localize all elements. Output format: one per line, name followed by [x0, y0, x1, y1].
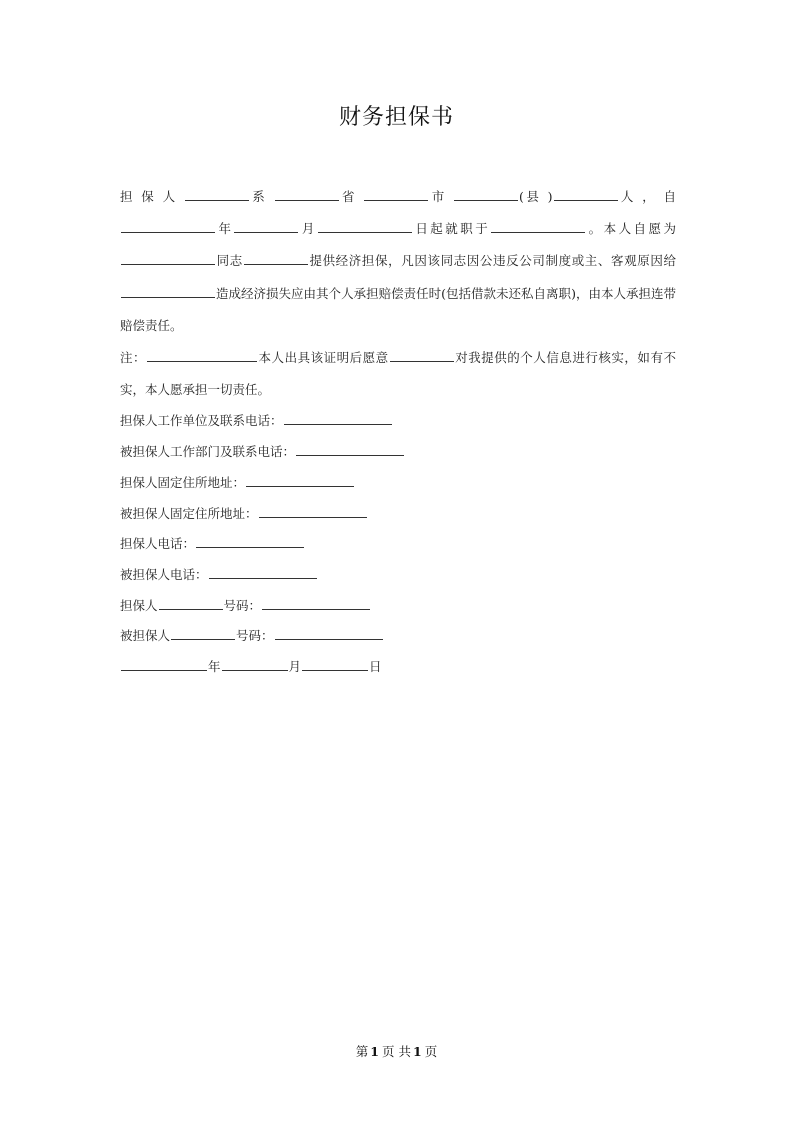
text-note-verify: 对我提供的个人信息进行核实，如有不实，本人愿承担一切责任。 [120, 350, 676, 398]
text-note-willing: 本人出具该证明后愿意 [258, 350, 389, 366]
date-line [120, 652, 676, 683]
footer-middle: 页 共 [382, 1044, 411, 1059]
blank-start-year[interactable] [121, 222, 215, 233]
field-guaranteed-address [120, 499, 676, 530]
blank-date-month[interactable] [222, 660, 288, 671]
label-guaranteed-address: 被担保人固定住所地址： [120, 505, 258, 521]
text-willing: 。本人自愿为 [586, 221, 676, 237]
blank-guarantor-phone[interactable] [196, 537, 304, 548]
blank-guarantor-address[interactable] [246, 476, 354, 487]
blank-province[interactable] [275, 190, 339, 201]
blank-guaranteed-dept[interactable] [296, 445, 404, 456]
label-guarantor-address: 担保人固定住所地址： [120, 474, 246, 490]
text-note-label: 注： [120, 350, 147, 366]
field-guaranteed-dept [120, 437, 676, 468]
field-guarantor-address [120, 468, 676, 499]
document-body [120, 181, 676, 683]
label-guarantor-unit: 担保人工作单位及联系电话： [120, 413, 283, 429]
field-guarantor-id [120, 591, 676, 622]
text-date-year: 年 [208, 659, 221, 675]
blank-start-month[interactable] [234, 222, 298, 233]
text-county: (县 ) [519, 189, 553, 204]
text-city: 市 [429, 189, 447, 204]
blank-guarantor-id-type[interactable] [159, 599, 223, 610]
text-guarantor: 担 保 人 [120, 189, 178, 204]
total-pages: 1 [412, 1044, 422, 1059]
blank-guarantor-unit[interactable] [284, 414, 392, 425]
field-guarantor-phone [120, 529, 676, 560]
blank-guarantor-id-number[interactable] [262, 599, 370, 610]
blank-guarantee-scope[interactable] [244, 254, 308, 265]
page-number: 1 [370, 1044, 379, 1059]
blank-employer[interactable] [491, 222, 585, 233]
blank-guaranteed-id-type[interactable] [171, 629, 235, 640]
document-title: 财务担保书 [338, 105, 454, 130]
blank-loss-party[interactable] [121, 287, 215, 298]
label-guaranteed-dept: 被担保人工作部门及联系电话： [120, 444, 296, 460]
blank-guaranteed-phone[interactable] [209, 568, 317, 579]
footer-suffix: 页 [424, 1044, 438, 1059]
text-province: 省 [339, 189, 357, 204]
field-guaranteed-id [120, 621, 676, 652]
blank-guarantor-name[interactable] [185, 190, 249, 201]
blank-guaranteed-id-number[interactable] [275, 629, 383, 640]
blank-date-year[interactable] [121, 660, 207, 671]
text-year: 年 [216, 221, 234, 237]
blank-note-person[interactable] [147, 351, 257, 362]
guarantee-statement [120, 181, 676, 342]
label-guaranteed-phone: 被担保人电话： [120, 566, 208, 582]
text-day-employed: 日起就职于 [412, 221, 491, 237]
label-guarantor-phone: 担保人电话： [120, 536, 196, 552]
blank-hometown[interactable] [554, 190, 618, 201]
text-ren-zi: 人 ， 自 [618, 189, 676, 204]
blank-start-day[interactable] [318, 222, 412, 233]
text-date-day: 日 [369, 659, 382, 675]
text-xi: 系 [249, 189, 268, 204]
field-guaranteed-phone [120, 560, 676, 591]
text-comrade: 同志 [216, 253, 243, 269]
label-guaranteed-id-a: 被担保人 [120, 628, 171, 644]
blank-guaranteed-name[interactable] [121, 254, 215, 265]
field-guarantor-unit [120, 406, 676, 437]
text-month: 月 [299, 221, 317, 237]
blank-note-verifier[interactable] [390, 351, 454, 362]
label-guaranteed-id-b: 号码： [236, 628, 274, 644]
label-guarantor-id-b: 号码： [223, 597, 262, 613]
verification-note [120, 342, 676, 406]
blank-guaranteed-address[interactable] [259, 507, 367, 518]
blank-city[interactable] [364, 190, 428, 201]
blank-county[interactable] [454, 190, 518, 201]
page-footer [0, 1042, 793, 1060]
label-guarantor-id-a: 担保人 [120, 597, 158, 613]
text-provide-guarantee: 提供经济担保，凡因该同志因公违反公司制度或主、客观原因给 [308, 253, 676, 269]
blank-date-day[interactable] [302, 660, 368, 671]
text-liability: 造成经济损失应由其个人承担赔偿责任时(包括借款未还私自离职)，由本人承担连带赔偿责任。 [120, 285, 676, 333]
footer-prefix: 第 [355, 1044, 369, 1059]
text-date-month: 月 [288, 659, 302, 675]
